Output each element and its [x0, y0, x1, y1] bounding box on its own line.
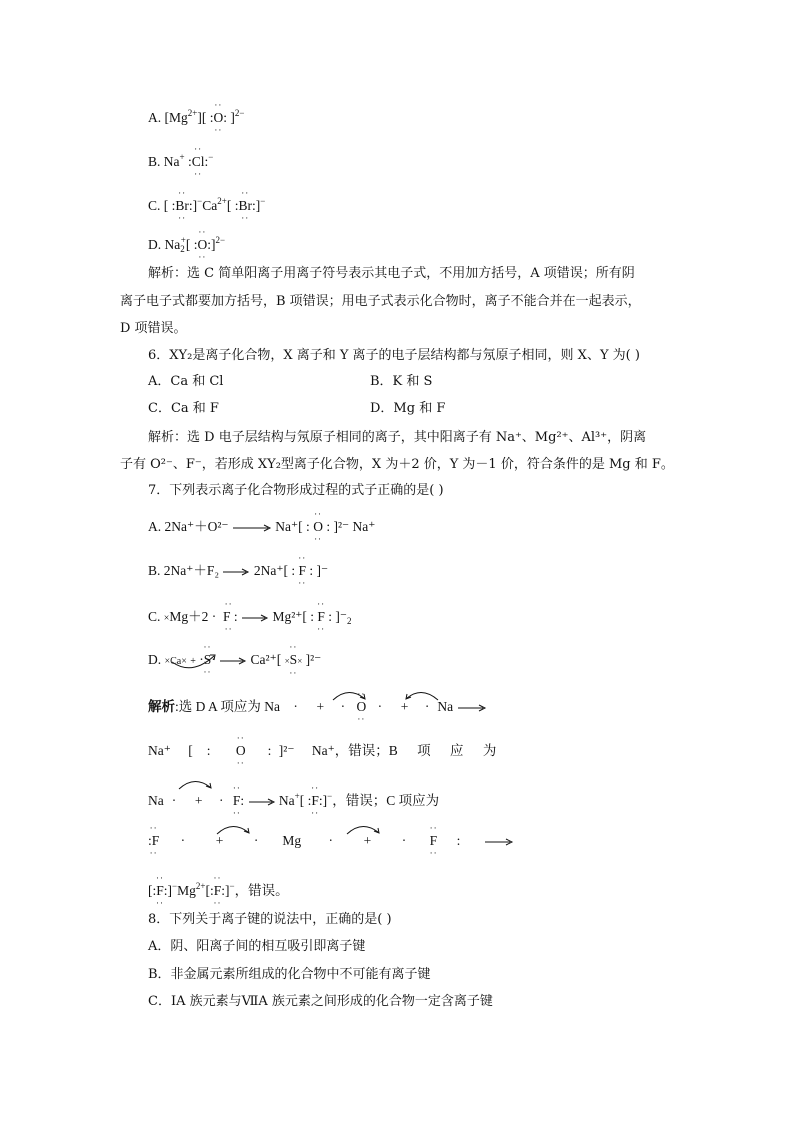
- plus-with-arc: +: [215, 833, 224, 848]
- analysis-text: ，错误；C 项应为: [332, 793, 440, 808]
- electron-dot-atom: ·· F ··: [429, 823, 438, 858]
- q5-analysis-line-2: 离子电子式都要加方括号，B 项错误；用电子式表示化合物时，离子不能合并在一起表示，: [120, 294, 641, 309]
- option-label: C.: [148, 609, 161, 624]
- electron-dot-atom: ·· O ··: [356, 689, 367, 724]
- option-label: A.: [148, 519, 162, 534]
- atom-symbol: F: [317, 609, 325, 624]
- charge: 2+: [217, 196, 227, 206]
- q5-analysis-line-3: D 项错误。: [120, 321, 187, 336]
- electron-dot-atom: · ·· S ·· ·: [199, 642, 216, 677]
- electron-dot-atom: : ·· F ·· :: [209, 873, 226, 908]
- reaction-arrow-icon: [241, 613, 269, 623]
- q7-analysis-line-3: Na · + · ·· F ·· : Na+[ : ·· F ·· :]−，错误；C 项应为: [148, 783, 440, 818]
- reaction-arrow-icon: [457, 703, 487, 713]
- charge: 2+: [187, 108, 198, 118]
- plus-sign: +: [190, 656, 196, 667]
- electron-arc-icon: [176, 777, 216, 791]
- formula-part: Na⁺: [148, 743, 171, 758]
- charge: −: [197, 196, 203, 206]
- formula-part: ]: [255, 198, 261, 213]
- analysis-text: 项: [417, 743, 431, 758]
- subscript: 2: [180, 244, 185, 254]
- reaction-arrow-icon: [232, 523, 272, 533]
- charge: 2−: [215, 235, 226, 245]
- q5-option-d: [148, 227, 226, 262]
- plus-with-arc: +: [316, 699, 325, 714]
- charge: −: [208, 152, 214, 162]
- analysis-text: Na⁺，错误；B: [311, 743, 398, 758]
- reaction-arrow-icon: [222, 567, 250, 577]
- q6-analysis-line-2: 子有 O²⁻、F⁻，若形成 XY₂型离子化合物，X 为＋2 价，Y 为－1 价，符合条件的是 Mg 和 F。: [120, 457, 674, 472]
- q5-option-c: [148, 188, 266, 223]
- charge: +: [179, 152, 185, 162]
- formula-part: [: [226, 198, 232, 213]
- electron-dot-atom: : ·· F ··: [148, 823, 160, 858]
- analysis-text: :选 D A 项应为 Na: [175, 699, 281, 714]
- q8-option-a: A．阴、阳离子间的相互吸引即离子键: [148, 939, 366, 954]
- q8-stem: 8．下列关于离子键的说法中，正确的是( ): [148, 912, 392, 927]
- plus-with-arc: +: [194, 793, 203, 808]
- q7-analysis-line-4: : ·· F ·· · + · Mg · + · ·· F ·· :: [148, 831, 514, 851]
- electron-dot-atom: : ·· Cl ·· :: [187, 144, 209, 179]
- equation-product: Mg²⁺[: [272, 609, 307, 624]
- q8-option-b: B．非金属元素所组成的化合物中不可能有离子键: [148, 967, 431, 982]
- electron-dot-atom: : ·· O ·· :: [193, 227, 211, 262]
- atom-symbol: Br: [238, 198, 252, 213]
- equation-left: Mg＋2 ·: [169, 609, 217, 624]
- q6-option-b: B．K 和 S: [370, 374, 433, 389]
- subscript: 2: [347, 616, 352, 626]
- option-label: D.: [148, 237, 162, 252]
- q6-option-c: C．Ca 和 F: [148, 401, 219, 416]
- q8-option-c: C．ⅠA 族元素与ⅦA 族元素之间形成的化合物一定含离子键: [148, 994, 493, 1009]
- equation-end: ]⁻: [335, 609, 348, 624]
- electron-arc-icon: [330, 688, 370, 702]
- option-label: A.: [148, 110, 162, 125]
- q7-analysis-line-5: [: ·· F ·· $:]^-Mg^{2+}$[: ·· F ·· :]−，错误。: [148, 873, 289, 908]
- q6-analysis-line-1: 解析：选 D 电子层结构与氖原子相同的离子，其中阳离子有 Na⁺、Mg²⁺、Al³⁺，阴离: [148, 430, 647, 445]
- formula-part: ][: [197, 110, 207, 125]
- atom-symbol: O: [235, 743, 246, 758]
- atom-symbol: S: [203, 652, 212, 667]
- q7-option-c: C. ×Mg＋2 · ·· F ·· : Mg²⁺[ : ·· F ·· : ]$^-_2$: [148, 599, 352, 634]
- formula-part: Ca: [202, 198, 218, 213]
- formula-part: Na: [164, 237, 181, 252]
- formula-part: ]: [210, 237, 216, 252]
- electron-dot-atom: : ·· F ·· :: [152, 873, 168, 908]
- q6-option-d: D．Mg 和 F: [370, 401, 446, 416]
- option-label: D.: [148, 652, 162, 667]
- electron-dot-atom: : ·· F ·· :: [291, 553, 314, 588]
- atom-symbol: O: [313, 519, 323, 534]
- formula-part: [: [185, 237, 191, 252]
- option-label: C.: [148, 198, 161, 213]
- analysis-text: 应: [449, 743, 464, 758]
- atom-symbol: O: [197, 237, 208, 252]
- q7-analysis-line-1: 解析:选 D A 项应为 Na · + · ·· O ·· · + · Na: [148, 697, 487, 717]
- electron-dot-atom: ·· F ·· :: [223, 599, 238, 634]
- formula-part: ]: [192, 198, 198, 213]
- atom-symbol: Cl: [191, 154, 205, 169]
- formula-part: [Mg: [164, 110, 188, 125]
- electron-transfer-arrow-icon: [162, 642, 220, 677]
- q7-analysis-line-2: Na⁺ [ : ·· O ·· : ]²⁻ Na⁺，错误；B 项 应 为: [148, 733, 497, 768]
- reaction-arrow-icon: [248, 797, 276, 807]
- equation-left: 2Na⁺＋F₂: [163, 563, 220, 578]
- formula-part: [: [188, 743, 193, 758]
- electron-dot-atom: × ·· S ·· ×: [284, 642, 303, 678]
- q7-option-b: [148, 553, 329, 588]
- q5-option-b: [148, 144, 214, 179]
- analysis-text: ，错误。: [234, 883, 289, 898]
- charge: −: [260, 196, 266, 206]
- atom-symbol: Br: [175, 198, 189, 213]
- equation-end: ]⁻: [316, 563, 329, 578]
- q5-option-a: [148, 100, 245, 135]
- equation-end: ]²⁻: [305, 652, 322, 667]
- atom-symbol: F: [223, 609, 231, 624]
- electron-dot-atom: : ·· Br ·· :: [171, 188, 193, 223]
- electron-dot-atom: : ·· O ·· :: [306, 509, 331, 544]
- plus-with-arc: +: [400, 699, 409, 714]
- formula-part: Na: [163, 154, 180, 169]
- analysis-label: 解析: [148, 699, 175, 714]
- option-label: B.: [148, 154, 161, 169]
- q5-analysis-line-1: 解析：选 C 简单阳离子用离子符号表示其电子式，不用加方括号，A 项错误；所有阴: [148, 266, 635, 281]
- reaction-arrow-icon: [484, 837, 514, 847]
- option-label: B.: [148, 563, 161, 578]
- electron-dot-atom: : ·· O ·· :: [209, 100, 227, 135]
- electron-arc-icon: [344, 822, 384, 836]
- q6-option-a: A．Ca 和 Cl: [148, 374, 224, 389]
- electron-dot-atom: : ·· F ·· :: [310, 599, 333, 634]
- q7-option-a: [148, 509, 376, 544]
- atom-symbol: S: [289, 652, 298, 667]
- formula-part: ]²⁻: [278, 743, 295, 758]
- equation-product: 2Na⁺[: [253, 563, 288, 578]
- electron-dot-atom: ·· O ··: [235, 733, 246, 768]
- q7-stem: 7．下列表示离子化合物形成过程的式子正确的是( ): [148, 483, 444, 498]
- formula-part: [: [163, 198, 169, 213]
- analysis-text: 为: [482, 743, 497, 758]
- charge: 2−: [234, 108, 245, 118]
- q6-stem: 6．XY₂是离子化合物，X 离子和 Y 离子的电子层结构都与氖原子相同，则 X、Y 为( ): [148, 348, 640, 363]
- formula-part: ]: [230, 110, 235, 125]
- charge: +: [180, 235, 186, 245]
- equation-left: 2Na⁺＋O²⁻: [164, 519, 229, 534]
- equation-product: Na⁺[: [275, 519, 303, 534]
- electron-arc-icon: [214, 822, 254, 836]
- plus-with-arc: +: [363, 833, 372, 848]
- electron-dot-atom: ·· F ··: [232, 783, 241, 818]
- reaction-arrow-icon: [219, 656, 247, 666]
- electron-dot-atom: : ·· F ·· :: [307, 783, 323, 818]
- calcium-dot-symbol: ×Ca×: [164, 656, 187, 667]
- equation-end: ]²⁻ Na⁺: [333, 519, 376, 534]
- electron-dot-atom: : ·· Br ·· :: [234, 188, 256, 223]
- atom-symbol: F: [298, 563, 307, 578]
- atom-symbol: O: [213, 110, 224, 125]
- equation-product: Ca²⁺[: [250, 652, 282, 667]
- electron-arc-icon: [402, 688, 442, 702]
